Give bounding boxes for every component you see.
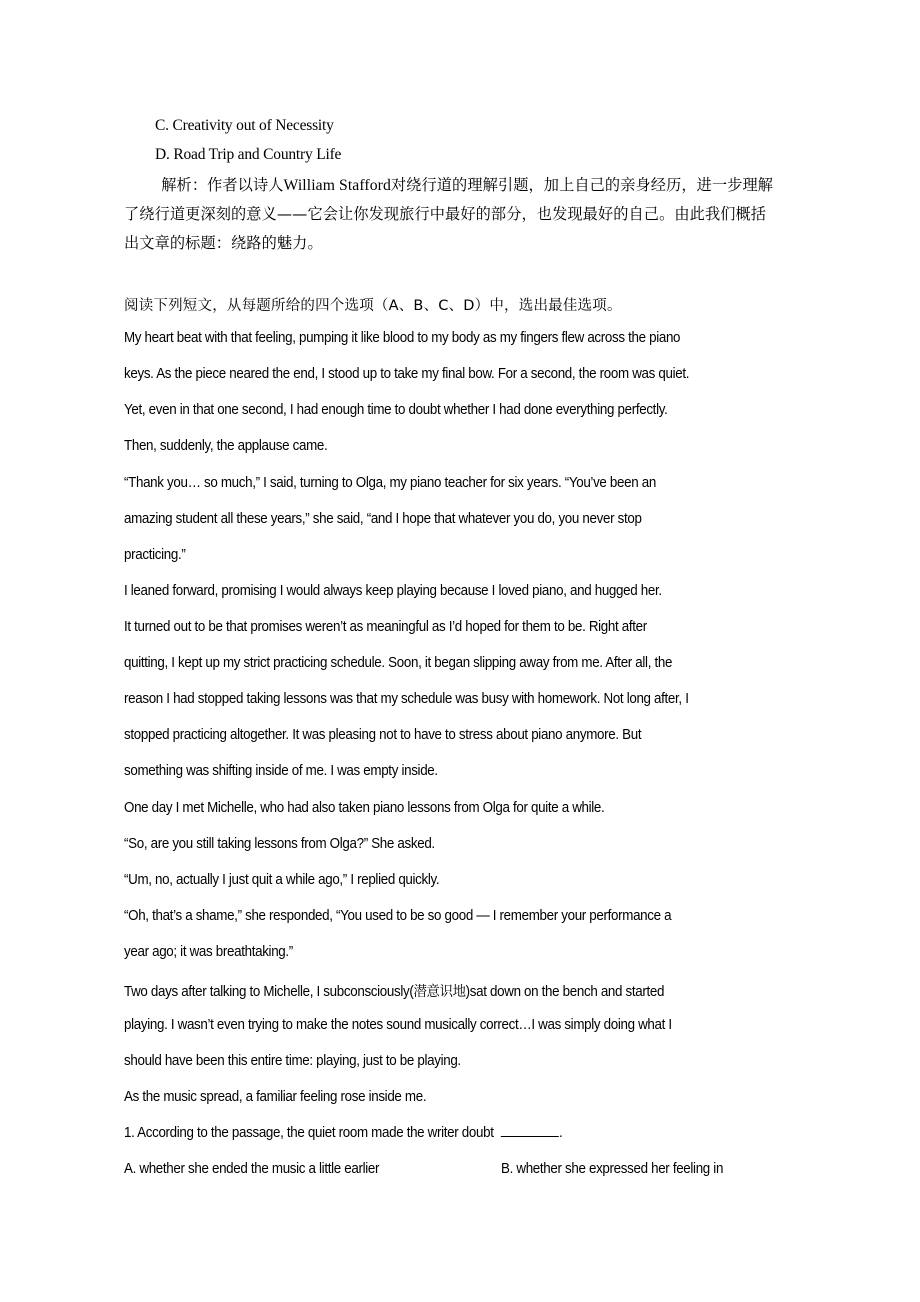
answer-blank — [501, 1125, 559, 1137]
passage-line: My heart beat with that feeling, pumping it like blood to my body as my fingers flew across the piano — [124, 330, 681, 346]
passage-line: practicing.” — [124, 547, 186, 563]
passage-line: keys. As the piece neared the end, I stood up to take my final bow. For a second, the room was quiet. — [124, 366, 690, 382]
passage-line: “Thank you… so much,” I said, turning to Olga, my piano teacher for six years. “You’ve been an — [124, 475, 656, 491]
passage-line: Yet, even in that one second, I had enough time to doubt whether I had done everything perfectly. — [124, 402, 668, 418]
question-1-option-b: B. whether she expressed her feeling in — [501, 1161, 724, 1177]
previous-analysis — [124, 171, 781, 258]
passage-line: something was shifting inside of me. I was empty inside. — [124, 763, 438, 779]
passage-line: year ago; it was breathtaking.” — [124, 944, 293, 960]
passage-line: Then, suddenly, the applause came. — [124, 438, 328, 454]
passage-line: It turned out to be that promises weren’t as meaningful as I’d hoped for them to be. Right after — [124, 619, 647, 635]
passage-line: I leaned forward, promising I would always keep playing because I loved piano, and hugged her. — [124, 583, 662, 599]
passage-line: Two days after talking to Michelle, I subconsciously(潜意识地)sat down on the bench and started — [124, 984, 665, 1000]
question-1-text: 1. According to the passage, the quiet room made the writer doubt — [124, 1125, 494, 1141]
question-1-stem — [124, 1125, 562, 1141]
passage-line: quitting, I kept up my strict practicing schedule. Soon, it began slipping away from me. After all, the — [124, 655, 673, 671]
passage-line: One day I met Michelle, who had also taken piano lessons from Olga for quite a while. — [124, 800, 605, 816]
passage-line: should have been this entire time: playing, just to be playing. — [124, 1053, 461, 1069]
question-1-option-a: A. whether she ended the music a little earlier — [124, 1161, 380, 1177]
analysis-suffix: 对绕行道的理解引题，加上自己的亲身经历，进一步理解了绕行道更深刻的意义——它会让你发现旅行中最好的部分，也发现最好的自己。由此我们概括出文章的标题：绕路的魅力。 — [124, 176, 774, 252]
analysis-poet-name: William Stafford — [283, 177, 391, 194]
question-1-end: . — [559, 1125, 563, 1141]
passage-line: amazing student all these years,” she said, “and I hope that whatever you do, you never stop — [124, 511, 642, 527]
analysis-prefix: 解析：作者以诗人 — [161, 176, 284, 194]
previous-option-c: C. Creativity out of Necessity — [155, 117, 334, 134]
passage-line: stopped practicing altogether. It was pleasing not to have to stress about piano anymore. But — [124, 727, 642, 743]
reading-instruction: 阅读下列短文，从每题所给的四个选项（A、B、C、D）中，选出最佳选项。 — [124, 298, 622, 314]
passage-line: As the music spread, a familiar feeling rose inside me. — [124, 1089, 427, 1105]
passage-line: playing. I wasn’t even trying to make the notes sound musically correct…I was simply doing what I — [124, 1017, 672, 1033]
previous-option-d: D. Road Trip and Country Life — [155, 146, 342, 163]
passage-line: “Um, no, actually I just quit a while ago,” I replied quickly. — [124, 872, 440, 888]
passage-line: “Oh, that’s a shame,” she responded, “You used to be so good — I remember your performance a — [124, 908, 672, 924]
passage-line: “So, are you still taking lessons from Olga?” She asked. — [124, 836, 435, 852]
passage-line: reason I had stopped taking lessons was that my schedule was busy with homework. Not long after, I — [124, 691, 689, 707]
